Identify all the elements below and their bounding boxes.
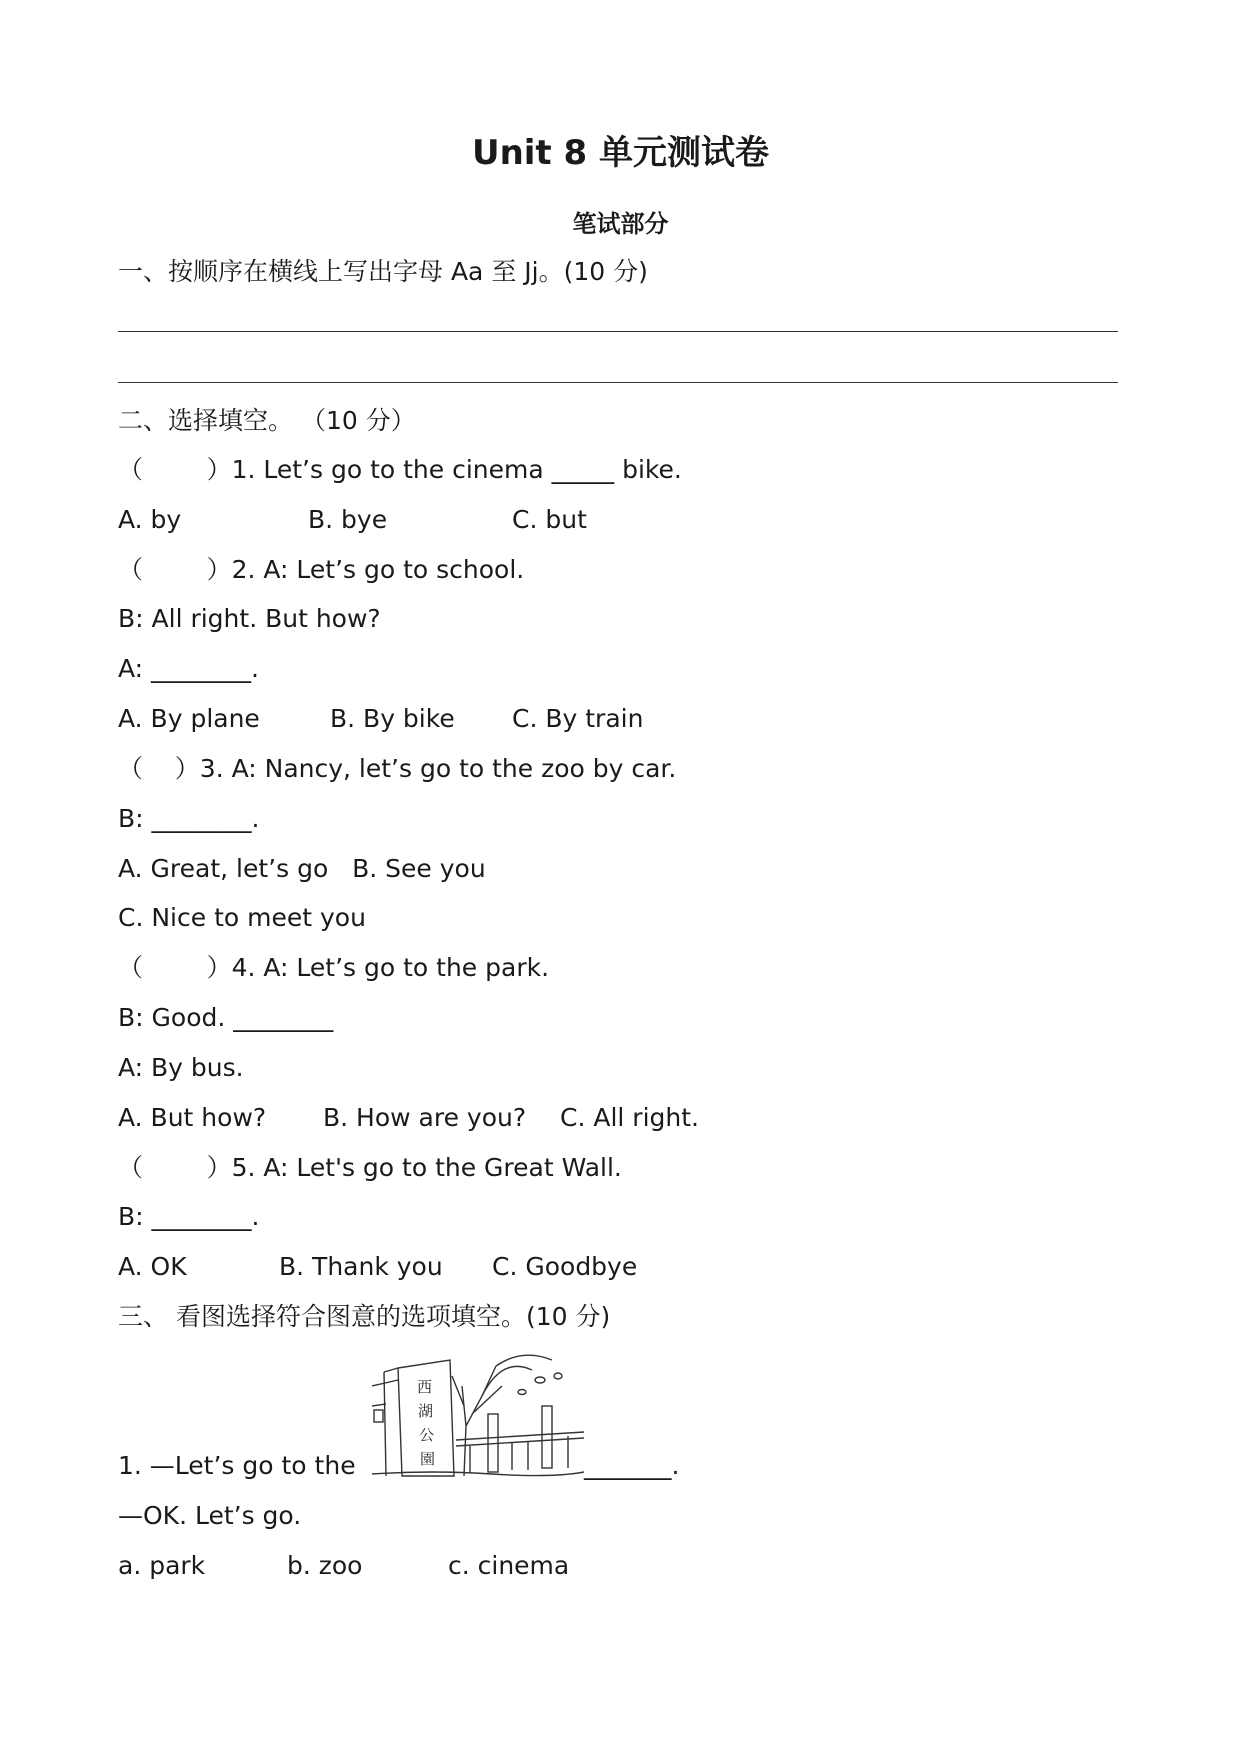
q1-option-a[interactable]: A. by xyxy=(118,505,182,534)
q5-option-b[interactable]: B. Thank you xyxy=(279,1252,443,1281)
q3-options-ab[interactable]: A. Great, let’s go B. See you xyxy=(118,854,486,883)
s3-q1-option-c[interactable]: c. cinema xyxy=(448,1551,570,1580)
s3-q1-reply: —OK. Let’s go. xyxy=(118,1501,302,1530)
q4-line-a: A: By bus. xyxy=(118,1053,244,1082)
s3-q1-prefix: 1. —Let’s go to the xyxy=(118,1451,356,1480)
section3-heading: 三、 看图选择符合图意的选项填空。(10 分) xyxy=(118,1302,611,1331)
q3-option-c[interactable]: C. Nice to meet you xyxy=(118,903,366,932)
q2-option-a[interactable]: A. By plane xyxy=(118,704,260,733)
page-subtitle: 笔试部分 xyxy=(572,210,669,238)
q4-option-c[interactable]: C. All right. xyxy=(560,1103,699,1132)
q5-option-a[interactable]: A. OK xyxy=(118,1252,187,1281)
sign-char-1: 西 xyxy=(417,1378,433,1396)
q3-line-b: B: ________. xyxy=(118,804,260,833)
writing-line-2[interactable] xyxy=(118,382,1118,383)
q5-option-c[interactable]: C. Goodbye xyxy=(492,1252,638,1281)
park-gate-sketch xyxy=(372,1346,584,1478)
q5-line-b: B: ________. xyxy=(118,1202,260,1231)
section1-heading: 一、按顺序在横线上写出字母 Aa 至 Jj。(10 分) xyxy=(118,257,648,286)
s3-q1-blank[interactable]: _______. xyxy=(584,1451,680,1480)
q1-option-b[interactable]: B. bye xyxy=(308,505,388,534)
q2-stem: （ ）2. A: Let’s go to school. xyxy=(118,555,525,584)
q5-stem: （ ）5. A: Let's go to the Great Wall. xyxy=(118,1153,622,1182)
q2-line-b: B: All right. But how? xyxy=(118,604,381,633)
sign-char-3: 公 xyxy=(419,1426,435,1444)
q2-option-b[interactable]: B. By bike xyxy=(330,704,455,733)
q2-line-a: A: ________. xyxy=(118,654,259,683)
q1-option-c[interactable]: C. but xyxy=(512,505,587,534)
q4-line-b: B: Good. ________ xyxy=(118,1003,334,1032)
s3-q1-option-b[interactable]: b. zoo xyxy=(287,1551,363,1580)
q1-stem: （ ）1. Let’s go to the cinema _____ bike. xyxy=(118,455,682,484)
q2-option-c[interactable]: C. By train xyxy=(512,704,644,733)
page-title: Unit 8 单元测试卷 xyxy=(471,133,770,173)
q4-option-b[interactable]: B. How are you? xyxy=(323,1103,527,1132)
sign-char-4: 園 xyxy=(420,1450,436,1468)
section2-heading: 二、选择填空。 （10 分） xyxy=(118,406,416,435)
q4-option-a[interactable]: A. But how? xyxy=(118,1103,267,1132)
writing-line-1[interactable] xyxy=(118,331,1118,332)
q3-stem: （ ）3. A: Nancy, let’s go to the zoo by car. xyxy=(118,754,677,783)
s3-q1-option-a[interactable]: a. park xyxy=(118,1551,206,1580)
sign-char-2: 湖 xyxy=(418,1402,434,1420)
q4-stem: （ ）4. A: Let’s go to the park. xyxy=(118,953,550,982)
